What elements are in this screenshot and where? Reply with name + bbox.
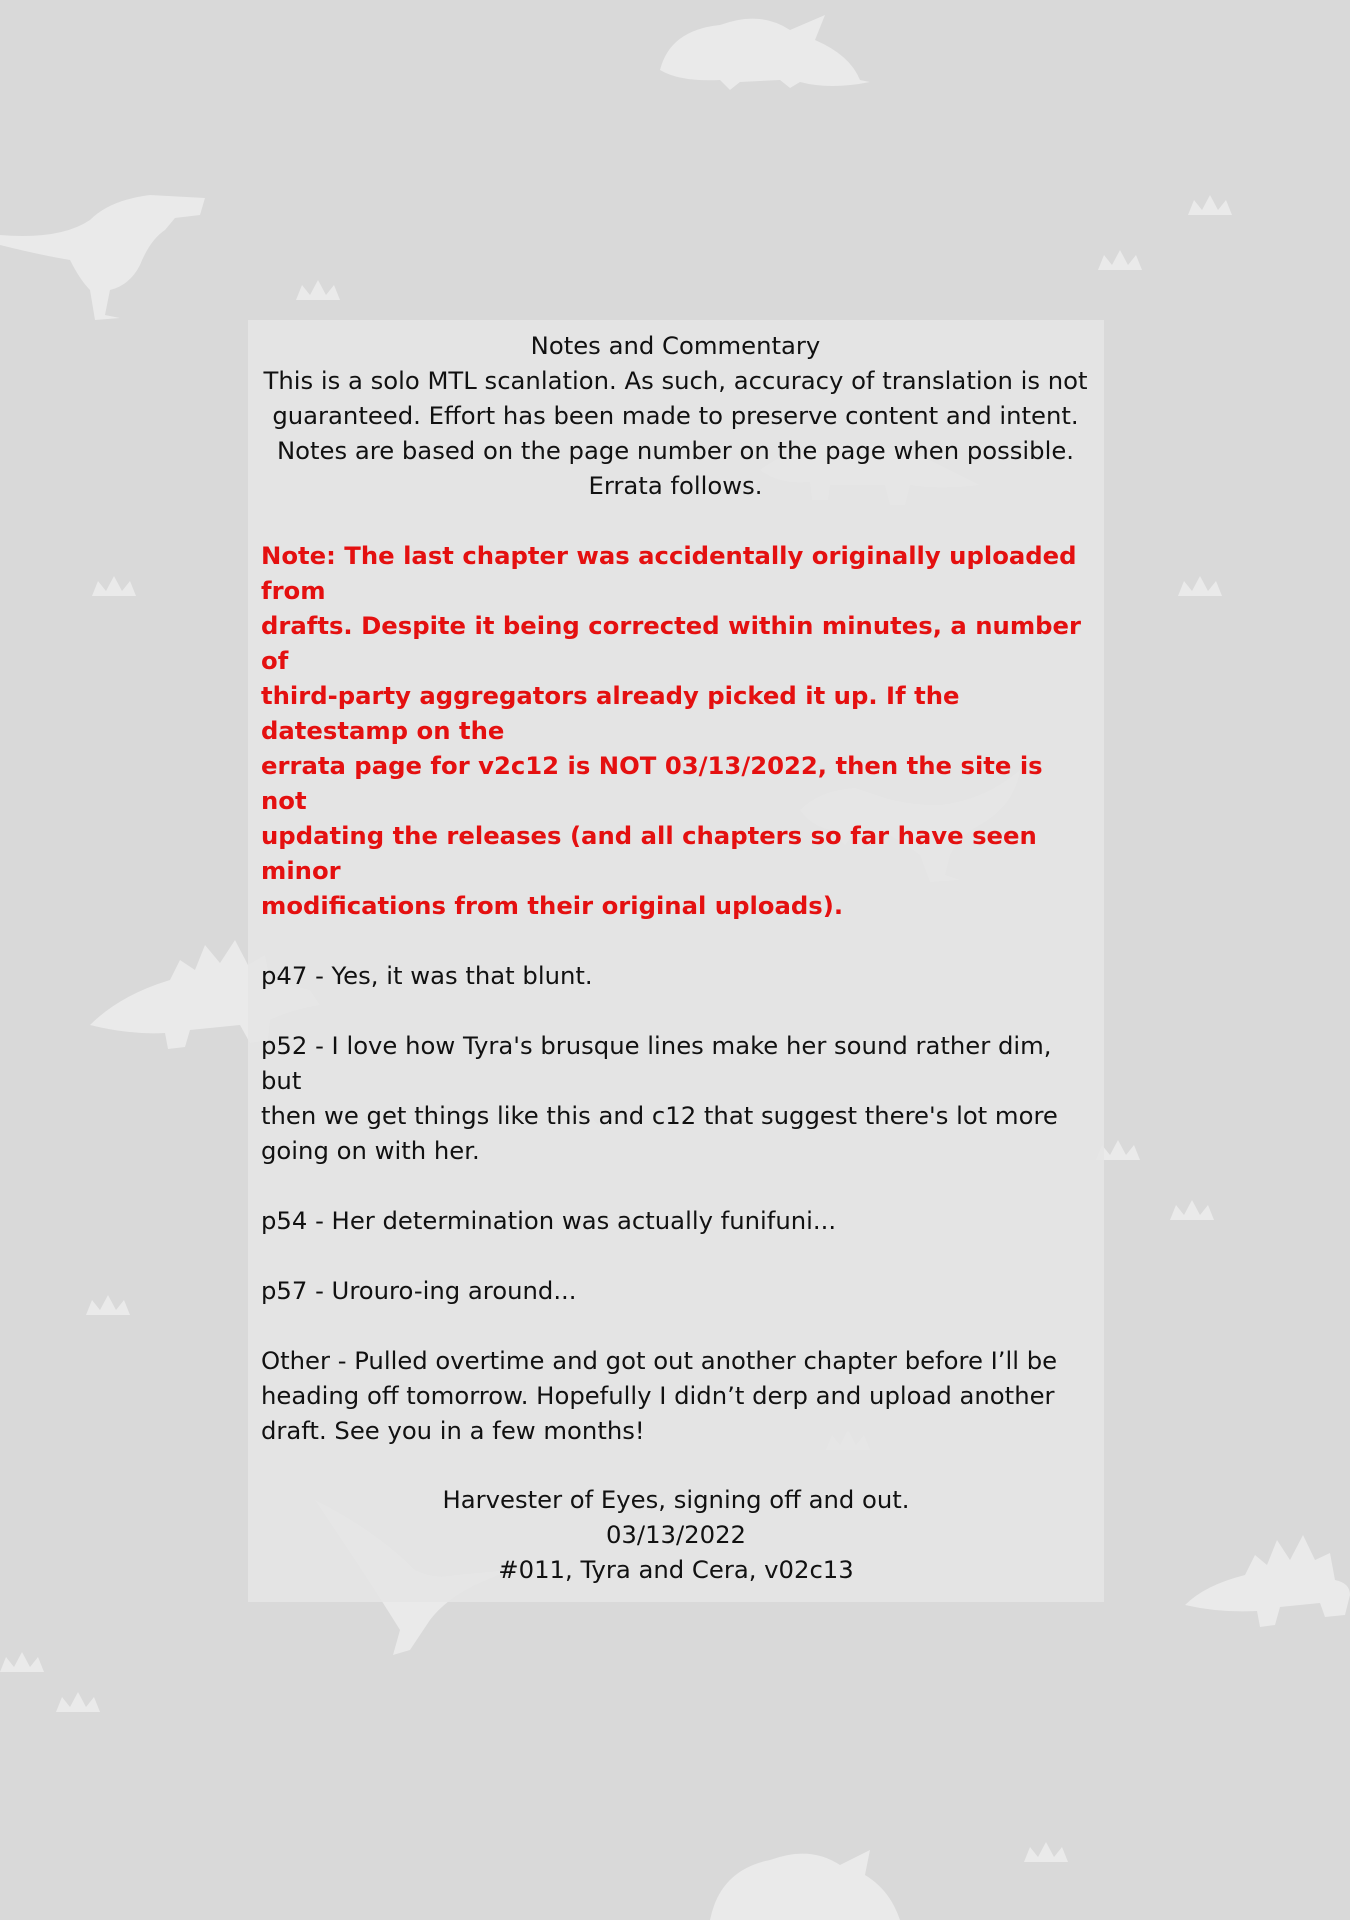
spacer: [261, 1238, 1090, 1273]
spacer: [261, 1168, 1090, 1203]
note-entry-p54: [261, 1203, 1090, 1238]
triceratops-icon: [710, 1850, 900, 1920]
note-entry-p57: [261, 1273, 1090, 1308]
spacer: [261, 993, 1090, 1028]
intro-line: This is a solo MTL scanlation. As such, accuracy of translation is not: [263, 366, 1088, 395]
note-entry-other: [261, 1343, 1090, 1448]
entry-line: Other - Pulled overtime and got out another chapter before I’ll be: [261, 1346, 1058, 1375]
note-line: drafts. Despite it being corrected within minutes, a number of: [261, 611, 1081, 675]
note-line: errata page for v2c12 is NOT 03/13/2022, then the site is not: [261, 751, 1043, 815]
release-label: #011, Tyra and Cera, v02c13: [498, 1555, 854, 1584]
note-line: third-party aggregators already picked it up. If the datestamp on the: [261, 681, 960, 745]
entry-line: p52 - I love how Tyra's brusque lines make her sound rather dim, but: [261, 1031, 1052, 1095]
trex-icon: [0, 195, 205, 320]
page-title: Notes and Commentary: [530, 331, 821, 360]
spacer: [261, 503, 1090, 538]
triceratops-icon: [660, 15, 870, 90]
signoff-line: Harvester of Eyes, signing off and out.: [442, 1485, 910, 1514]
intro-line: guaranteed. Effort has been made to preserve content and intent.: [272, 401, 1079, 430]
entry-line: p47 - Yes, it was that blunt.: [261, 961, 593, 990]
signoff-date: 03/13/2022: [605, 1520, 747, 1549]
note-line: modifications from their original uploads).: [261, 891, 844, 920]
notes-header: [261, 328, 1090, 503]
notes-panel: [248, 320, 1104, 1602]
spacer: [261, 923, 1090, 958]
entry-line: p57 - Urouro-ing around...: [261, 1276, 577, 1305]
note-entry-p47: [261, 958, 1090, 993]
entry-line: draft. See you in a few months!: [261, 1416, 645, 1445]
entry-line: p54 - Her determination was actually funifuni...: [261, 1206, 837, 1235]
entry-line: then we get things like this and c12 that suggest there's lot more: [261, 1101, 1058, 1130]
upload-warning-note: [261, 538, 1090, 923]
entry-line: heading off tomorrow. Hopefully I didn’t derp and upload another: [261, 1381, 1055, 1410]
note-line: Note: The last chapter was accidentally originally uploaded from: [261, 541, 1077, 605]
note-entry-p52: [261, 1028, 1090, 1168]
stegosaurus-icon: [1185, 1535, 1350, 1627]
signoff-block: [248, 1482, 1104, 1587]
intro-line: Notes are based on the page number on the page when possible.: [276, 436, 1075, 465]
spacer: [261, 1308, 1090, 1343]
intro-line: Errata follows.: [588, 471, 763, 500]
entry-line: going on with her.: [261, 1136, 480, 1165]
note-line: updating the releases (and all chapters so far have seen minor: [261, 821, 1037, 885]
